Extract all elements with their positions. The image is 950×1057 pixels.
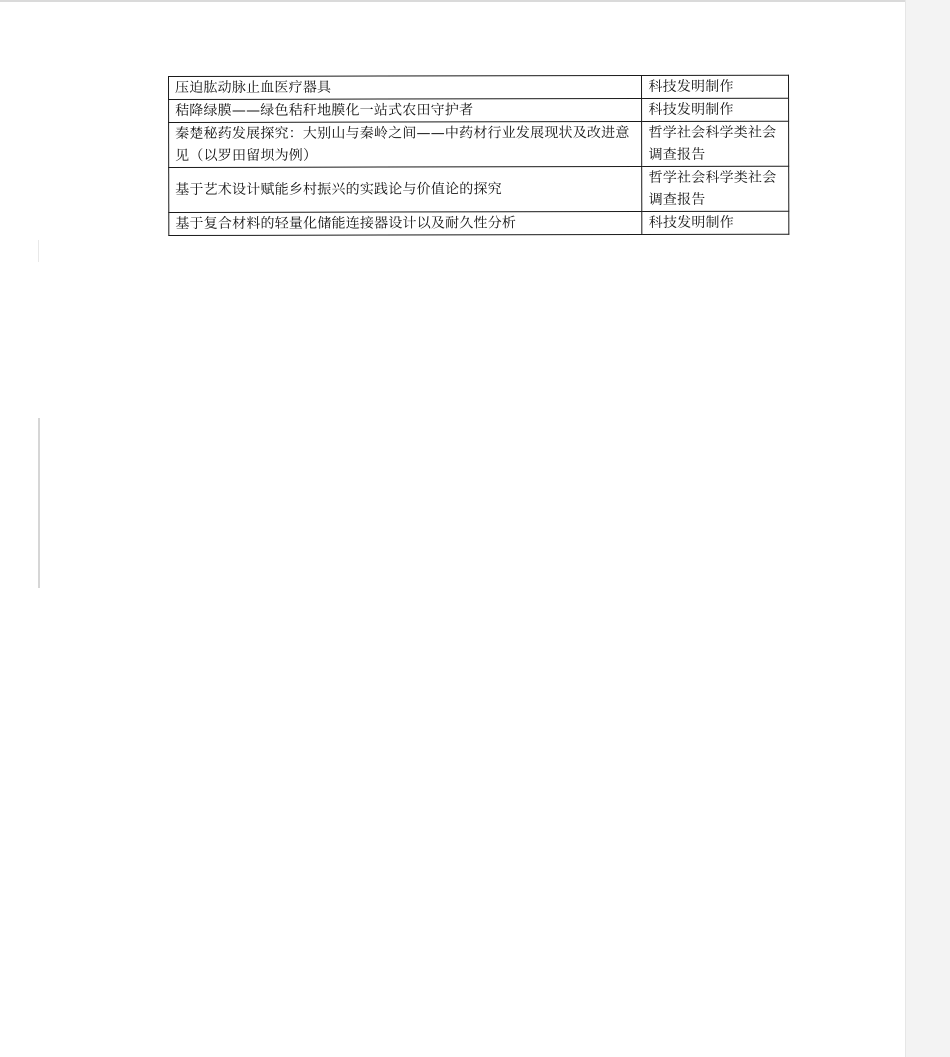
project-title-cell: 压迫肱动脉止血医疗器具	[169, 76, 642, 100]
table-row	[169, 98, 789, 122]
table-row	[169, 75, 789, 99]
page-top-edge	[0, 0, 950, 2]
page-right-margin	[905, 0, 950, 1057]
project-title-cell: 秸降绿膜——绿色秸秆地膜化一站式农田守护者	[169, 99, 642, 123]
project-category-cell: 科技发明制作	[642, 211, 789, 234]
project-category-cell: 科技发明制作	[642, 75, 789, 98]
project-category-cell: 哲学社会科学类社会调查报告	[642, 121, 789, 166]
table-row	[169, 121, 789, 167]
table-row	[169, 166, 789, 212]
project-title-cell: 秦楚秘药发展探究：大别山与秦岭之间——中药材行业发展现状及改进意见（以罗田留坝为例）	[169, 122, 643, 168]
project-category-cell: 科技发明制作	[642, 98, 789, 121]
project-title-cell: 基于艺术设计赋能乡村振兴的实践论与价值论的探究	[169, 167, 643, 213]
project-category-cell: 哲学社会科学类社会调查报告	[642, 166, 789, 211]
project-table	[168, 75, 789, 236]
scan-mark	[38, 240, 39, 262]
binding-line	[38, 418, 40, 588]
project-title-cell: 基于复合材料的轻量化储能连接器设计以及耐久性分析	[169, 212, 642, 236]
table-row	[169, 211, 789, 235]
